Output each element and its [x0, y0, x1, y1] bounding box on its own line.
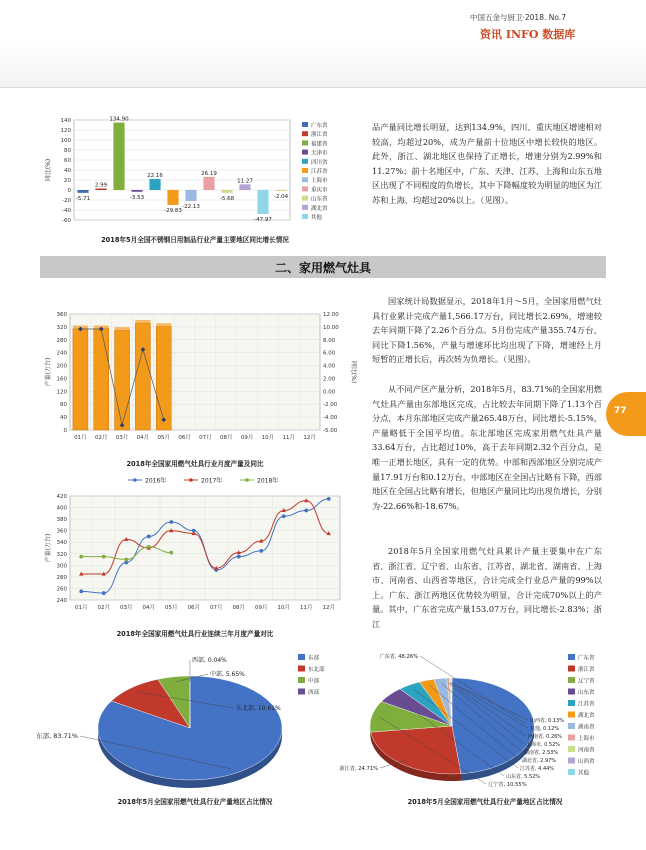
y2-tick-label: 12.00: [323, 312, 339, 318]
province-share-pie-chart: [339, 648, 610, 798]
slice-label: 上海市, 0.52%: [526, 742, 561, 748]
y2-tick-label: -2.00: [323, 402, 338, 409]
slice-label: 东北部, 10.61%: [236, 705, 281, 712]
y-tick-label: 300: [56, 563, 67, 570]
legend-swatch: [568, 654, 575, 660]
legend-label: 浙江省: [578, 667, 595, 673]
y-tick-label: 120: [60, 128, 71, 134]
legend-swatch: [568, 689, 575, 695]
slice-label: 湖北省, 2.97%: [522, 758, 557, 764]
paragraph-2: 从不同产区产量分析，2018年5月，83.71%的全国家用燃气灶具产量由东部地区完成，占比较去年同期下降了1.13个百分点，本月东部地区完成产量265.48万台，同比增长-5.15%，产量略低于全国平均值。东北部地区完成家用燃气灶具产量33.64万台，占比超过10%，高于去年同期2.32个百分点，是唯一正增长地区，具有一定的优势。中部和西部地区分别完成产量17.91万台和0.12万台，中部地区在全国占比略有下降，西部地区在全国占比略有增长，但地区产量同比均出现负增长，分别为-22.66%和-18.67%。: [372, 384, 602, 511]
chart2-caption: 2018年全国家用燃气灶具行业月度产量及同比: [126, 460, 264, 468]
x-tick-label: 03月: [115, 435, 129, 441]
y-axis-label: 同比(%): [45, 158, 52, 182]
series-point: [237, 555, 241, 559]
page-number: 77: [614, 406, 627, 416]
legend-swatch: [298, 689, 305, 695]
bar: [257, 190, 268, 214]
y2-axis-label: 同比(%): [350, 360, 357, 384]
x-tick-label: 10月: [261, 435, 275, 441]
y-tick-label: 240: [56, 598, 67, 604]
legend-label: 湖北省: [578, 713, 595, 719]
legend-label: 2016年: [145, 477, 167, 485]
slice-label: 东部, 83.71%: [36, 732, 78, 740]
slice-label: 其他, 0.12%: [530, 726, 560, 732]
x-tick-label: 03月: [120, 605, 133, 611]
bar: [167, 190, 178, 205]
y-tick-label: 380: [56, 517, 67, 524]
x-tick-label: 10月: [277, 605, 290, 611]
legend-swatch: [302, 131, 308, 136]
y-tick-label: 360: [56, 312, 67, 318]
bar: [113, 123, 124, 190]
legend-swatch: [298, 654, 305, 660]
x-tick-label: 09月: [240, 435, 254, 441]
legend-label: 2018年: [257, 477, 279, 485]
y-tick-label: 360: [56, 528, 67, 535]
issue-label: 中国五金与厨卫·2018. No.7: [470, 13, 566, 22]
y-tick-label: 20: [64, 178, 71, 184]
x-tick-label: 11月: [282, 435, 295, 441]
data-label: -29.83: [164, 207, 182, 214]
legend-label: 山西省: [578, 759, 595, 765]
data-label: -47.97: [254, 216, 272, 223]
pie2-caption: 2018年5月全国家用燃气灶具行业产量地区占比情况: [407, 798, 563, 806]
legend-swatch: [568, 700, 575, 706]
y-tick-label: -20: [62, 198, 71, 204]
legend-swatch: [568, 746, 575, 752]
legend-swatch: [302, 140, 308, 145]
series-point: [79, 555, 83, 559]
legend-label: 福建省: [311, 141, 328, 148]
data-label: 11.27: [237, 178, 253, 185]
x-tick-label: 06月: [187, 605, 200, 611]
legend-swatch: [302, 159, 308, 164]
section-title: 二、家用燃气灶具: [274, 261, 371, 275]
series-point: [102, 555, 106, 559]
region-growth-bar-chart: [40, 112, 346, 242]
legend-label: 2017年: [201, 477, 223, 485]
data-label: 134.90: [109, 116, 129, 123]
y2-tick-label: 6.00: [323, 350, 336, 357]
slice-label: 浙江省, 24.71%: [339, 766, 378, 772]
y-tick-label: 320: [56, 551, 67, 558]
legend-swatch: [298, 677, 305, 683]
paragraph-3: 2018年5月全国家用燃气灶具累计产量主要集中在广东省、浙江省、辽宁省、山东省、江苏省、湖北省、湖南省、上海市、河南省、山西省等地区，合计完成全行业总产量的99%以上。广东、浙江两地区优势较为明显，合计完成70%以上的产量。其中，广东省完成产量153.07万台，同比增长-2.83%；浙江: [372, 546, 602, 629]
legend-label: 其他: [311, 215, 323, 221]
legend-label: 重庆市: [311, 187, 328, 194]
x-tick-label: 01月: [74, 435, 87, 441]
legend-swatch: [302, 150, 308, 155]
paragraph-top-right: 品产量同比增长明显，达到134.9%，四川、重庆地区增速相对较高，均超过20%，成为产量前十位地区中增长较快的地区。此外，浙江、湖北地区也保持了正增长，增速分别为2.99%和11.27%；前十名地区中，广东、天津、江苏、上海和山东五地区出现了不同程度的负增长，其中下降幅度较为明显的地区为江苏和上海，均超过20%以上。（见图）。: [372, 122, 602, 205]
slice-label: 广东省, 48.26%: [379, 654, 418, 660]
y-tick-label: 280: [56, 574, 67, 581]
series-point: [124, 558, 128, 562]
legend-label: 天津市: [311, 150, 328, 157]
y-tick-label: -60: [62, 218, 71, 224]
bar: [185, 190, 196, 201]
bar: [239, 184, 250, 190]
y-tick-label: 400: [56, 505, 67, 512]
slice-label: 河南省, 0.26%: [528, 734, 563, 740]
y-tick-label: 120: [56, 389, 67, 396]
monthly-production-chart: [40, 306, 360, 456]
legend-label: 辽宁省: [578, 678, 595, 685]
bar-top: [115, 327, 130, 330]
data-label: -5.68: [219, 195, 235, 202]
y-axis-label: 产量(万台): [45, 357, 52, 387]
series-point: [304, 509, 308, 513]
bar: [135, 323, 150, 430]
bar: [94, 329, 109, 431]
slice-label: 辽宁省, 10.55%: [488, 782, 527, 788]
x-tick-label: 09月: [255, 605, 268, 611]
y-tick-label: 420: [56, 494, 67, 500]
legend-label: 上海市: [311, 178, 328, 185]
header-band: [0, 40, 646, 88]
bar: [131, 190, 142, 192]
legend-swatch: [302, 186, 308, 191]
y2-tick-label: 4.00: [323, 363, 336, 370]
y-tick-label: 40: [60, 415, 67, 422]
y-tick-label: 60: [64, 158, 71, 164]
legend-swatch: [302, 214, 308, 219]
data-label: -5.71: [75, 195, 91, 202]
x-tick-label: 12月: [322, 605, 335, 611]
slice-label: 山东省, 5.52%: [506, 774, 541, 780]
legend-label: 江苏省: [578, 701, 595, 708]
x-tick-label: 01月: [75, 605, 88, 611]
legend-label: 东北部: [308, 667, 325, 673]
y-tick-label: 80: [60, 402, 67, 409]
legend-label: 广东省: [578, 655, 595, 662]
data-label: 22.16: [147, 172, 163, 179]
legend-swatch: [568, 723, 575, 729]
series-point: [147, 545, 151, 549]
legend-label: 西部: [308, 690, 320, 696]
legend-marker: [189, 478, 193, 482]
x-tick-label: 05月: [157, 435, 170, 441]
bar: [275, 190, 286, 191]
paragraph-1: 国家统计局数据显示，2018年1月～5月，全国家用燃气灶具行业累计完成产量1,566.17万台，同比增长2.69%，增速较去年同期下降了2.26个百分点。5月份完成产量355.74万台，同比下降1.56%，产量与增速环比均出现了下降，增速经上月短暂的正增长后，再次转为负增长。（见图）。: [372, 296, 602, 365]
x-tick-label: 06月: [178, 435, 191, 441]
series-point: [327, 497, 331, 501]
legend-marker: [245, 478, 249, 482]
y2-tick-label: -4.00: [323, 415, 338, 422]
y-tick-label: 280: [56, 337, 67, 344]
y2-tick-label: 2.00: [323, 376, 336, 383]
y2-tick-label: 8.00: [323, 337, 336, 344]
chart3-caption: 2018年全国家用燃气灶具行业连续三年月度产量对比: [116, 630, 274, 638]
x-tick-label: 08月: [232, 605, 245, 611]
pie1-caption: 2018年5月全国家用燃气灶具行业产量地区占比情况: [117, 798, 273, 806]
bar: [149, 179, 160, 190]
legend-label: 中部: [308, 678, 320, 685]
y-axis-label: 产量(万台): [45, 533, 52, 563]
brand-label: 资讯 INFO 数据库: [480, 28, 576, 41]
x-tick-label: 12月: [303, 435, 316, 441]
y-tick-label: 100: [60, 138, 71, 144]
legend-swatch: [568, 666, 575, 672]
bar-top: [156, 323, 171, 326]
y-tick-label: 240: [56, 350, 67, 357]
legend-label: 湖南省: [578, 724, 595, 731]
legend-swatch: [568, 769, 575, 775]
chart1-caption: 2018年5月全国不锈钢日用制品行业产量主要地区同比增长情况: [101, 236, 289, 244]
bar-top: [135, 320, 150, 323]
bar: [115, 330, 130, 430]
legend-label: 湖北省: [311, 205, 328, 212]
y2-tick-label: -5.00: [323, 428, 338, 434]
bar: [73, 329, 88, 431]
series-point: [79, 589, 83, 593]
y-tick-label: 320: [56, 324, 67, 331]
x-tick-label: 07月: [199, 435, 212, 441]
y-tick-label: 160: [56, 376, 67, 383]
legend-marker: [133, 478, 137, 482]
series-point: [259, 549, 263, 553]
legend-label: 浙江省: [311, 132, 328, 139]
legend-label: 四川省: [311, 159, 328, 166]
slice-label: 西部, 0.04%: [192, 657, 227, 664]
line-chart-legend: [120, 474, 300, 486]
y-tick-label: 0: [67, 188, 71, 194]
y2-tick-label: 10.00: [323, 324, 339, 331]
series-point: [282, 514, 286, 518]
legend-label: 河南省: [578, 747, 595, 754]
three-year-line-chart: [40, 490, 360, 625]
legend-swatch: [568, 735, 575, 741]
legend-label: 东部: [308, 655, 320, 662]
bar: [77, 190, 88, 193]
bar: [203, 177, 214, 190]
x-tick-label: 08月: [220, 435, 233, 441]
data-label: -3.53: [129, 194, 145, 201]
x-tick-label: 11月: [300, 605, 313, 611]
y-tick-label: 40: [64, 168, 71, 174]
slice-label: 湖南省, 2.53%: [524, 750, 559, 756]
y-tick-label: 340: [56, 540, 67, 547]
legend-label: 其他: [578, 770, 590, 777]
legend-label: 江苏省: [311, 169, 328, 175]
x-tick-label: 02月: [97, 605, 110, 611]
slice-label: 中部, 5.65%: [210, 671, 245, 678]
data-label: -22.13: [182, 204, 200, 211]
y-tick-label: 200: [56, 363, 67, 370]
legend-label: 山东省: [578, 690, 595, 696]
bar: [156, 326, 171, 430]
x-tick-label: 05月: [165, 605, 178, 611]
series-point: [169, 551, 173, 555]
series-point: [147, 535, 151, 539]
y-tick-label: 260: [56, 586, 67, 593]
series-point: [102, 591, 106, 595]
legend-swatch: [302, 177, 308, 182]
region-share-pie-chart: [36, 648, 360, 798]
legend-swatch: [302, 196, 308, 201]
data-label: -2.04: [273, 194, 289, 201]
x-tick-label: 02月: [95, 435, 108, 441]
legend-swatch: [302, 168, 308, 173]
legend-swatch: [302, 205, 308, 210]
y-tick-label: 140: [60, 118, 71, 124]
slice-label: 山西省, 0.13%: [530, 718, 565, 724]
bar: [221, 190, 232, 193]
y-tick-label: -40: [62, 208, 71, 214]
legend-label: 山东省: [311, 196, 328, 203]
x-tick-label: 04月: [136, 435, 150, 441]
legend-label: 上海市: [578, 736, 595, 742]
data-label: 26.19: [201, 170, 217, 177]
legend-swatch: [302, 122, 308, 127]
data-label: 2.99: [94, 182, 108, 189]
legend-label: 广东省: [311, 123, 328, 129]
legend-swatch: [298, 666, 305, 672]
x-tick-label: 04月: [142, 605, 155, 611]
y2-tick-label: 0.00: [323, 389, 336, 396]
bar: [95, 189, 106, 190]
legend-swatch: [568, 712, 575, 718]
legend-swatch: [568, 758, 575, 764]
y-tick-label: 80: [64, 148, 71, 154]
x-tick-label: 07月: [210, 605, 223, 611]
y-tick-label: 0: [63, 428, 67, 434]
slice-label: 江苏省, 4.44%: [520, 766, 555, 772]
series-point: [169, 520, 173, 524]
legend-swatch: [568, 677, 575, 683]
